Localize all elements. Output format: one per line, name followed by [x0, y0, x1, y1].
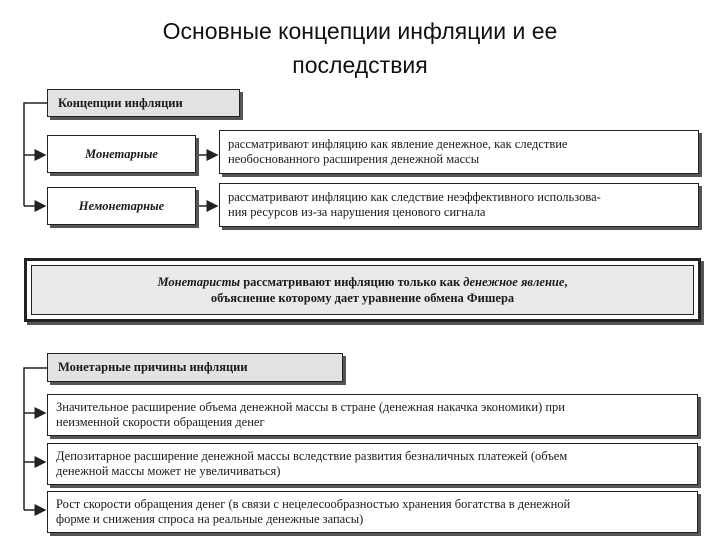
causes-header-label: Монетарные причины инфляции [58, 360, 248, 374]
nonmonetary-desc-line-1: рассматривают инфляцию как следствие неэффективного использова- [228, 190, 601, 204]
nonmonetary-label: Немонетарные [78, 198, 165, 213]
cause-1-line-1: Значительное расширение объема денежной массы в стране (денежная накачка экономики) при [56, 400, 565, 414]
cause-3-line-2: форме и снижения спроса на реальные денежные запасы) [56, 512, 364, 526]
concepts-header [47, 89, 240, 117]
nonmonetary-desc-line-2: ния ресурсов из-за нарушения ценового сигнала [228, 205, 486, 219]
monetarists-banner [24, 258, 701, 322]
banner-line-1 [157, 274, 567, 290]
cause-item-3 [47, 491, 698, 533]
banner-comma: , [564, 275, 568, 289]
monetary-label-box [47, 135, 196, 173]
title-line-2: последствия [292, 52, 428, 78]
cause-1-line-2: неизменной скорости обращения денег [56, 415, 265, 429]
banner-text-a: рассматривают инфляцию только как [240, 275, 464, 289]
concepts-header-label: Концепции инфляции [58, 95, 183, 110]
cause-3-line-1: Рост скорости обращения денег (в связи с нецелесообразностью хранения богатства в денежной [56, 497, 571, 511]
cause-item-1 [47, 394, 698, 436]
cause-2-line-1: Депозитарное расширение денежной массы вследствие развития безналичных платежей (объем [56, 449, 568, 463]
causes-header [47, 353, 343, 382]
nonmonetary-desc-box [219, 183, 699, 227]
monetary-label: Монетарные [85, 146, 158, 161]
monetary-desc-line-1: рассматривают инфляцию как явление денежное, как следствие [228, 137, 568, 151]
banner-money-phenomenon: денежное явление [463, 275, 565, 289]
nonmonetary-label-box [47, 187, 196, 225]
cause-item-2 [47, 443, 698, 485]
monetary-desc-box [219, 130, 699, 174]
banner-line-2: объяснение которому дает уравнение обмена Фишера [210, 291, 515, 305]
title-line-1: Основные концепции инфляции и ее [162, 18, 558, 44]
monetary-desc-line-2: необоснованного расширения денежной массы [228, 152, 480, 166]
banner-monetarists: Монетаристы [157, 275, 241, 289]
cause-2-line-2: денежной массы может не увеличиваться) [56, 464, 281, 478]
causes-trunk-line [24, 368, 47, 510]
